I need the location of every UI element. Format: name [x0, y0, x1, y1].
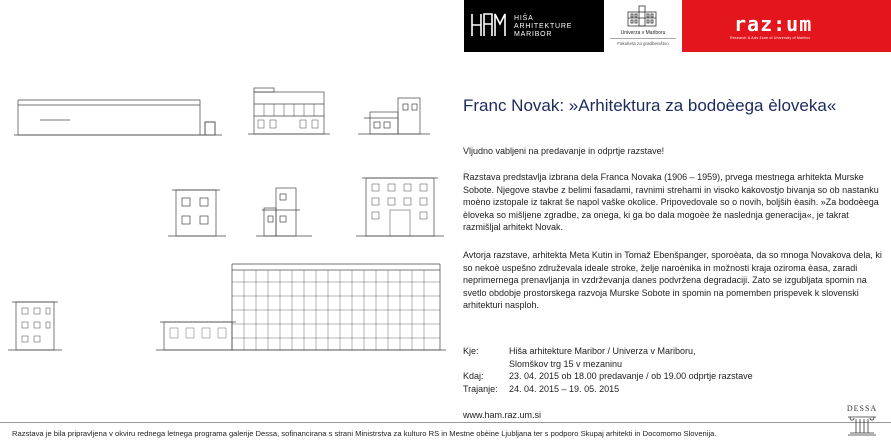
university-name: Univerza v Mariboru	[620, 30, 666, 36]
faculty-name: Fakulteta za gradbeništvo	[617, 41, 669, 46]
elevation-drawing-2	[248, 88, 330, 134]
ham-logo-text: HIŠA ARHITEKTURE MARIBOR	[514, 15, 573, 38]
architectural-drawings	[0, 60, 455, 360]
invitation-text: Vljudno vabljeni na predavanje in odprtje razstave!	[463, 146, 665, 156]
elevation-drawing-8	[156, 264, 446, 350]
footer-divider	[0, 422, 891, 423]
razum-tagline: Research & Arts Zone of University of Maribor	[730, 36, 811, 40]
ham-logo-icon	[470, 12, 508, 38]
location-value-line2: Slomškov trg 15 v mezaninu	[509, 358, 623, 369]
authors-paragraph: Avtorja razstave, arhitekta Meta Kutin in Tomaž Ebenšpanger, sporoèata, da so mnoga Novakova dela, ki so nekoè uspešno združevala ideale stroke, želje naroènika in možnosti kraja oziroma èasa, zaradi neprimernega prenavljanja in vzdrževanja danes podvržena degradaciji. Zato se izgubljata spomin na svetlo obdobje prostorskega razvoja Murske Sobote in spomin na pomemben prispevek k slovenski arhitekturi nasploh.	[463, 250, 882, 311]
elevation-drawing-6	[356, 178, 444, 236]
building-elevations-illustration	[0, 60, 455, 360]
dessa-logo-text: DESSA	[846, 404, 878, 413]
date-value: 23. 04. 2015 ob 18.00 predavanje / ob 19.00 odprtje razstave	[509, 371, 753, 382]
location-value-line1: Hiša arhitekture Maribor / Univerza v Mariboru,	[509, 346, 696, 356]
university-crest-icon	[624, 4, 660, 28]
elevation-drawing-5	[256, 188, 312, 236]
website-link[interactable]: www.ham.raz.um.si	[463, 410, 542, 420]
university-logo-band	[604, 0, 682, 52]
description-paragraph: Razstava predstavlja izbrana dela Franca Novaka (1906 – 1959), prvega mestnega arhitekta Murske Sobote. Njegove stavbe z belimi fasadami, ravnimi strehami in visoko kakovostjo bivanja so ob nastanku moèno izstopale iz takrat še napol vaške okolice. Pripovedovale so o novih, boljših èasih. »Za bodoèega èloveka so mišljene zgradbe, za onega, ki ga bo dala mogoèe že naslednja generacija«, je takrat razmišljal arhitekt Novak.	[463, 172, 879, 233]
razum-logo-band	[682, 0, 891, 52]
footer-credits: Razstava je bila pripravljena v okviru rednega letnega programa galerije Dessa, sofinancirana s strani Ministrstva za kulturo RS in Mestne obèine Ljubljana ter s podporo Skupaj arhitekti in Docomomo Slovenija.	[12, 429, 717, 438]
elevation-drawing-4	[168, 190, 226, 236]
dessa-column-icon	[846, 414, 878, 436]
elevation-drawing-7	[8, 302, 62, 350]
elevation-drawing-1	[14, 100, 222, 135]
dessa-logo	[840, 404, 884, 438]
university-divider	[610, 38, 676, 39]
ham-logo-band	[464, 0, 604, 52]
exhibition-title: Franc Novak: »Arhitektura za bodoèega èloveka«	[463, 96, 837, 115]
location-label: Kje:	[463, 346, 479, 356]
duration-value: 24. 04. 2015 – 19. 05. 2015	[509, 383, 620, 394]
razum-logo: raz:um	[734, 12, 813, 36]
elevation-drawing-3	[358, 98, 430, 134]
date-label: Kdaj:	[463, 371, 484, 382]
duration-label: Trajanje:	[463, 383, 498, 394]
